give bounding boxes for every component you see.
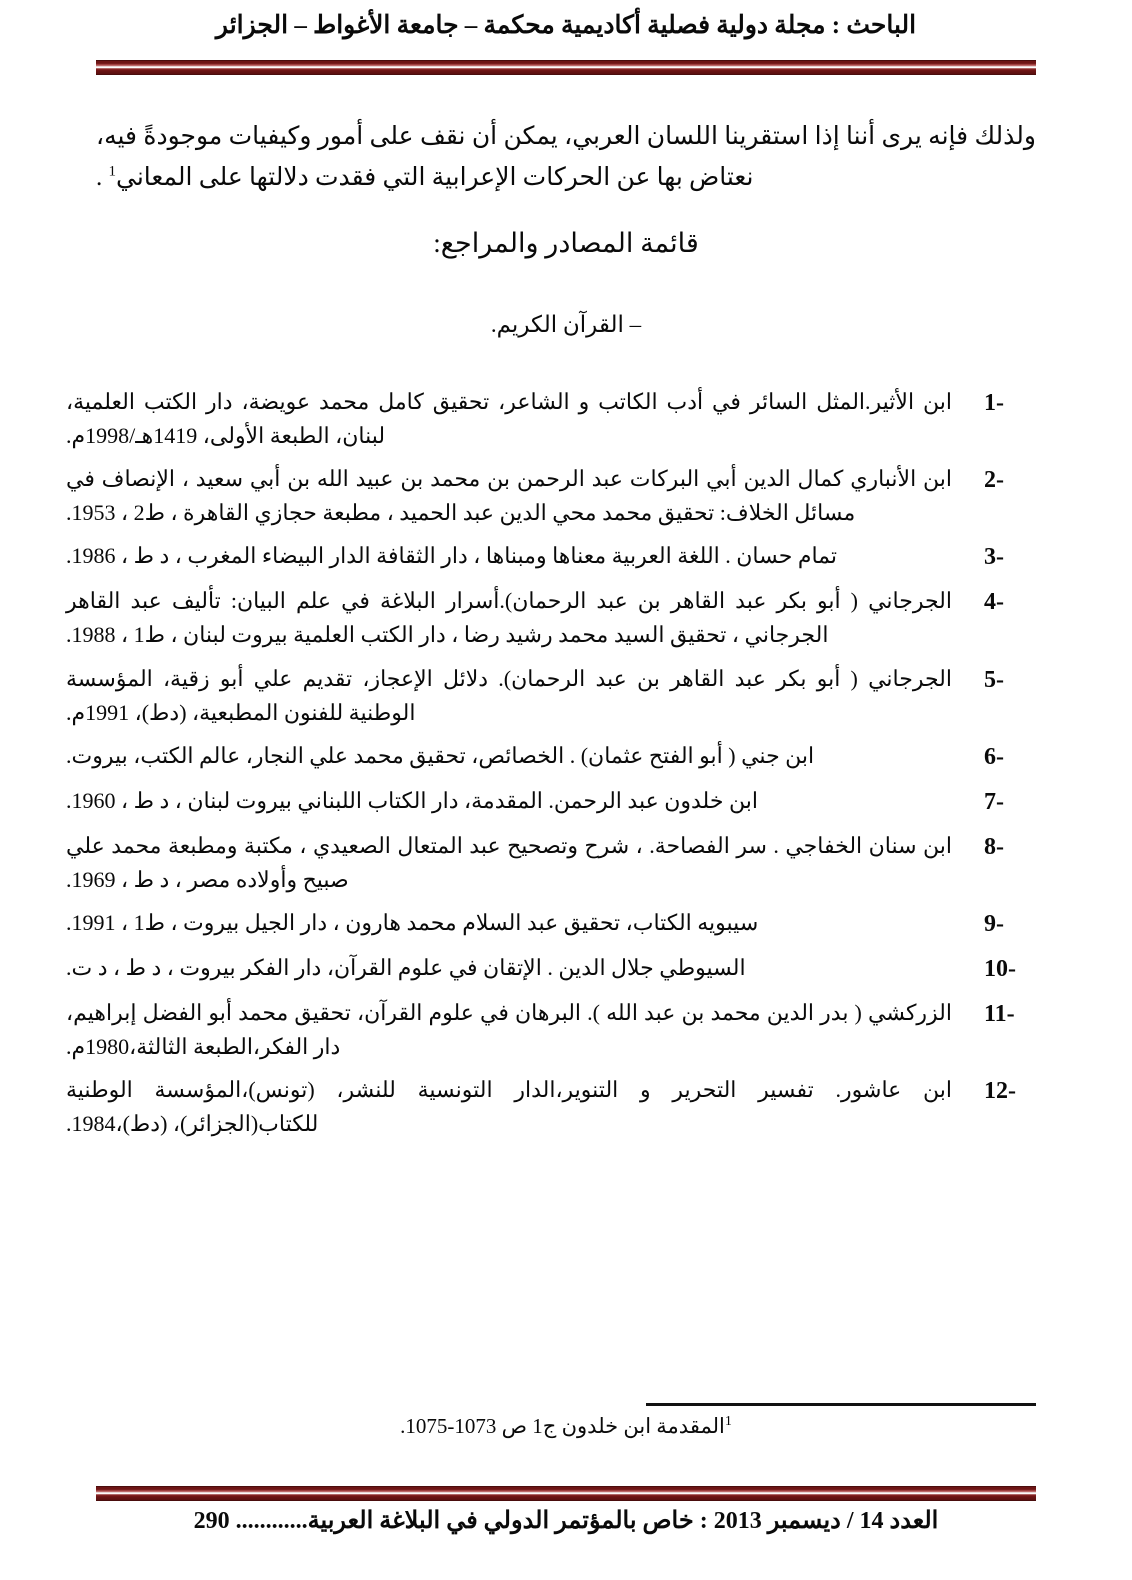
- body-paragraph-text: ولذلك فإنه يرى أننا إذا استقرينا اللسان العربي، يمكن أن نقف على أمور وكيفيات موجودةً فيه، نعتاض بها عن الحركات الإعرابية التي فقدت دلالتها على المعاني: [96, 123, 1036, 191]
- reference-number: 6-: [984, 743, 1004, 770]
- reference-item: [66, 996, 1036, 1064]
- footnote-reference-marker: 1: [108, 163, 116, 180]
- reference-number: 7-: [984, 788, 1004, 815]
- quran-reference-entry: – القرآن الكريم.: [490, 312, 642, 337]
- reference-text: ابن سنان الخفاجي . سر الفصاحة. ، شرح وتصحيح عبد المتعال الصعيدي ، مكتبة ومطبعة محمد علي صبيح وأولاده مصر ، د ط ، 1969.: [66, 832, 952, 892]
- reference-text: ابن جني ( أبو الفتح عثمان) . الخصائص، تحقيق محمد علي النجار، عالم الكتب، بيروت.: [66, 742, 815, 768]
- reference-number: 1-: [984, 390, 1004, 416]
- reference-text: الجرجاني ( أبو بكر عبد القاهر بن عبد الرحمان).أسرار البلاغة في علم البيان: تأليف عبد القاهر الجرجاني ، تحقيق السيد محمد رشيد رضا ، دار الكتب العلمية بيروت لبنان ، ط1 ، 1988.: [66, 588, 952, 648]
- body-paragraph: [96, 117, 1036, 198]
- footnote-text: المقدمة ابن خلدون ج1 ص 1073-1075.: [400, 1414, 725, 1438]
- reference-item: [66, 784, 1036, 820]
- reference-item: [66, 662, 1036, 730]
- footer-divider-bar: [96, 1486, 1036, 1501]
- reference-number: 2-: [984, 467, 1004, 494]
- reference-item: [66, 829, 1036, 897]
- footnote-separator: [646, 1403, 1036, 1406]
- reference-text: ابن الأنباري كمال الدين أبي البركات عبد الرحمن بن محمد بن عبيد الله بن أبي سعيد ، الإنصاف في مسائل الخلاف: تحقيق محمد محي الدين عبد الحميد ، مطبعة حجازي القاهرة ، ط2 ، 1953.: [66, 466, 952, 526]
- reference-text: ابن الأثير.المثل السائر في أدب الكاتب و الشاعر، تحقيق كامل محمد عويضة، دار الكتب العلمية، لبنان، الطبعة الأولى، 1419هـ/1998م.: [66, 389, 953, 449]
- reference-text: الجرجاني ( أبو بكر عبد القاهر بن عبد الرحمان). دلائل الإعجاز، تقديم علي أبو زقية، المؤسسة الوطنية للفنون المطبعية، (دط)، 1991م.: [66, 665, 952, 725]
- page-header: [96, 10, 1036, 41]
- reference-item: [66, 906, 1036, 942]
- header-divider-bar: [96, 60, 1036, 75]
- reference-text: سيبويه الكتاب، تحقيق عبد السلام محمد هارون ، دار الجيل بيروت ، ط1 ، 1991.: [66, 909, 759, 935]
- footnote-number: 1: [724, 1414, 732, 1429]
- reference-item: [66, 1073, 1036, 1141]
- reference-number: 8-: [984, 833, 1004, 860]
- reference-number: 10-: [984, 955, 1016, 982]
- reference-text: ابن خلدون عبد الرحمن. المقدمة، دار الكتاب اللبناني بيروت لبنان ، د ط ، 1960.: [66, 787, 758, 813]
- reference-number: 9-: [984, 910, 1004, 937]
- body-paragraph-terminator: .: [96, 163, 109, 191]
- references-list: [66, 385, 1036, 1150]
- reference-item: [66, 584, 1036, 652]
- reference-item: [66, 462, 1036, 530]
- footnote-block: [96, 1412, 1036, 1441]
- reference-item: [66, 739, 1036, 775]
- reference-number: 11-: [984, 1000, 1015, 1027]
- reference-number: 3-: [984, 544, 1004, 571]
- page-footer: العدد 14 / ديسمبر 2013 : خاص بالمؤتمر الدولي في البلاغة العربية............ 290: [193, 1508, 939, 1534]
- reference-text: السيوطي جلال الدين . الإتقان في علوم القرآن، دار الفكر بيروت ، د ط ، د ت.: [66, 954, 746, 980]
- reference-number: 12-: [984, 1078, 1016, 1105]
- reference-text: ابن عاشور. تفسير التحرير و التنوير،الدار التونسية للنشر، (تونس)،المؤسسة الوطنية للكتاب(الجزائر)، (دط)،1984.: [66, 1077, 952, 1137]
- journal-header-title: الباحث : مجلة دولية فصلية أكاديمية محكمة – جامعة الأغواط – الجزائر: [215, 12, 917, 39]
- reference-text: تمام حسان . اللغة العربية معناها ومبناها ، دار الثقافة الدار البيضاء المغرب ، د ط ، 1986.: [66, 543, 838, 569]
- reference-item: [66, 951, 1036, 987]
- reference-item: [66, 539, 1036, 575]
- reference-number: 5-: [984, 666, 1004, 693]
- reference-number: 4-: [984, 589, 1004, 616]
- references-section-title: قائمة المصادر والمراجع:: [433, 228, 699, 258]
- reference-text: الزركشي ( بدر الدين محمد بن عبد الله ). البرهان في علوم القرآن، تحقيق محمد أبو الفضل إبراهيم، دار الفكر،الطبعة الثالثة،1980م.: [66, 999, 952, 1060]
- reference-item: [66, 385, 1036, 453]
